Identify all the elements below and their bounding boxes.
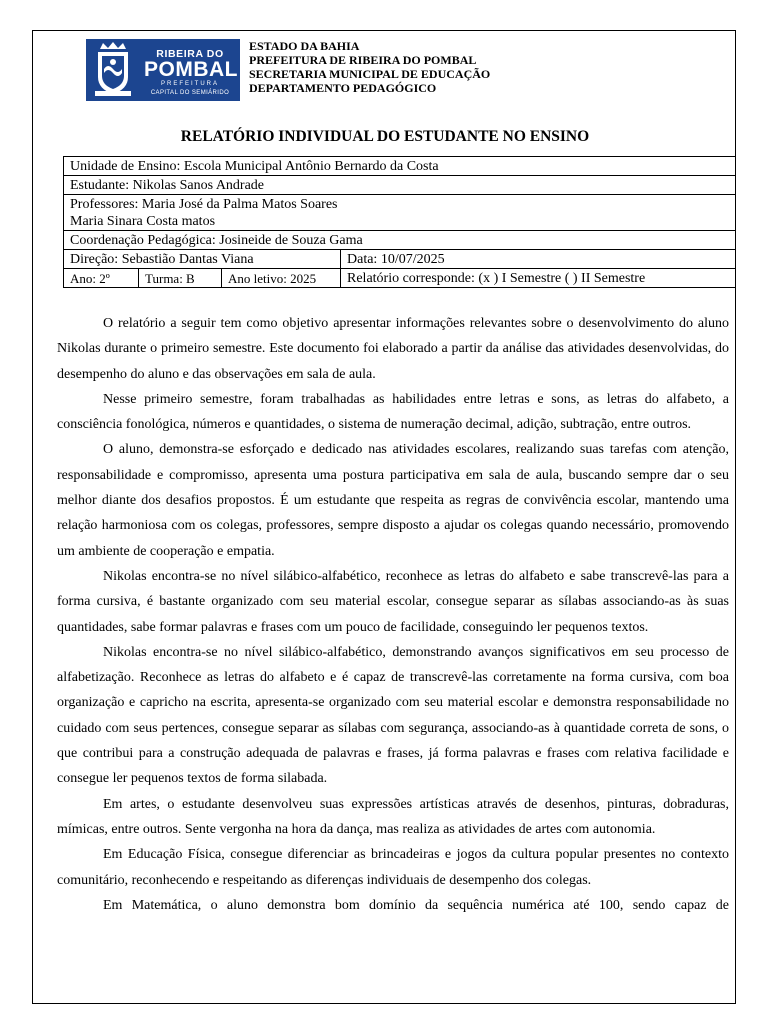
pedagogical-coordination: Coordenação Pedagógica: Josineide de Souza Gama	[64, 231, 737, 250]
institution-header	[249, 39, 490, 95]
prefeitura-logo	[86, 39, 240, 101]
header-secretariat: SECRETARIA MUNICIPAL DE EDUCAÇÃO	[249, 67, 491, 81]
teacher-1: Professores: Maria José da Palma Matos Soares	[70, 197, 338, 212]
teachers	[64, 195, 737, 231]
student-name: Estudante: Nikolas Sanos Andrade	[64, 176, 737, 195]
header-department: DEPARTAMENTO PEDAGÓGICO	[249, 81, 437, 95]
report-title: RELATÓRIO INDIVIDUAL DO ESTUDANTE NO ENSINO	[180, 128, 590, 145]
paragraph: Nikolas encontra-se no nível silábico-alfabético, reconhece as letras do alfabeto e sabe transcrevê-las para a forma cursiva, é bastante organizado com seu material escolar, consegue separar as sílabas associando-as às suas quantidades, sabe formar palavras e frases com um pouco de facilidade, conseguindo ler pequenos textos.	[57, 568, 729, 635]
report-date: Data: 10/07/2025	[341, 250, 737, 269]
school-direction: Direção: Sebastião Dantas Viana	[64, 250, 341, 269]
header-state: ESTADO DA BAHIA	[249, 39, 360, 53]
logo-line-2: POMBAL	[144, 58, 238, 81]
paragraph: Em Matemática, o aluno demonstra bom domínio da sequência numérica até 100, sendo capaz de	[103, 897, 729, 913]
school-year: Ano: 2º	[64, 269, 139, 288]
paragraph: Em artes, o estudante desenvolveu suas expressões artísticas através de desenhos, pinturas, dobraduras, mímicas, entre outros. Sente vergonha na hora da dança, mas realiza as atividades de artes com autonomia.	[57, 796, 729, 837]
paragraph: Nesse primeiro semestre, foram trabalhadas as habilidades entre letras e sons, as letras do alfabeto, a consciência fonológica, números e quantidades, o sistema de numeração decimal, adição, subtração, entre outros.	[57, 391, 729, 433]
logo-line-3: PREFEITURA	[160, 81, 219, 87]
teacher-2: Maria Sinara Costa matos	[70, 214, 216, 229]
report-body	[57, 311, 729, 918]
class-group: Turma: B	[139, 269, 222, 288]
paragraph: Em Educação Física, consegue diferenciar as brincadeiras e jogos da cultura popular presentes no contexto comunitário, reconhecendo e respeitando as diferenças individuais de desempenho dos colegas.	[57, 847, 729, 888]
school-unit: Unidade de Ensino: Escola Municipal Antônio Bernardo da Costa	[64, 157, 737, 176]
document-page	[32, 30, 736, 1004]
paragraph: O relatório a seguir tem como objetivo apresentar informações relevantes sobre o desenvolvimento do aluno Nikolas durante o primeiro semestre. Este documento foi elaborado a partir da análise das atividades desenvolvidas, do desempenho do aluno e das observações em sala de aula.	[57, 316, 729, 382]
paragraph: Nikolas encontra-se no nível silábico-alfabético, demonstrando avanços significativos em seu processo de alfabetização. Reconhece as letras do alfabeto e é capaz de transcrevê-las corretamente na forma cursiva, com boa organização e capricho na escrita, apresenta-se organizado com seu material escolar e demonstra responsabilidade no cuidado com seus pertences, consegue separar as sílabas com segurança, associando-as à quantidade correta de sons, o que contribui para a construção adequada de palavras e frases, já forma palavras e frases com relativa facilidade e consegue ler pequenos textos de forma silabada.	[57, 644, 729, 787]
paragraph: O aluno, demonstra-se esforçado e dedicado nas atividades escolares, realizando suas tarefas com atenção, responsabilidade e compromisso, apresenta uma postura participativa em sala de aula, buscando sempre dar o seu melhor diante dos desafios propostos. É um estudante que respeita as regras de convivência escolar, mantendo uma relação harmoniosa com os colegas, professores, sempre disposto a ajudar os colegas quando necessário, promovendo um ambiente de cooperação e empatia.	[57, 442, 729, 559]
student-info-table	[63, 156, 736, 288]
logo-line-4: CAPITAL DO SEMIÁRIDO	[150, 90, 230, 96]
semester-selection: Relatório corresponde: (x ) I Semestre ( ) II Semestre	[341, 269, 737, 288]
logo-line-1: RIBEIRA DO	[156, 48, 224, 60]
academic-year: Ano letivo: 2025	[222, 269, 341, 288]
header-prefecture: PREFEITURA DE RIBEIRA DO POMBAL	[249, 53, 477, 67]
